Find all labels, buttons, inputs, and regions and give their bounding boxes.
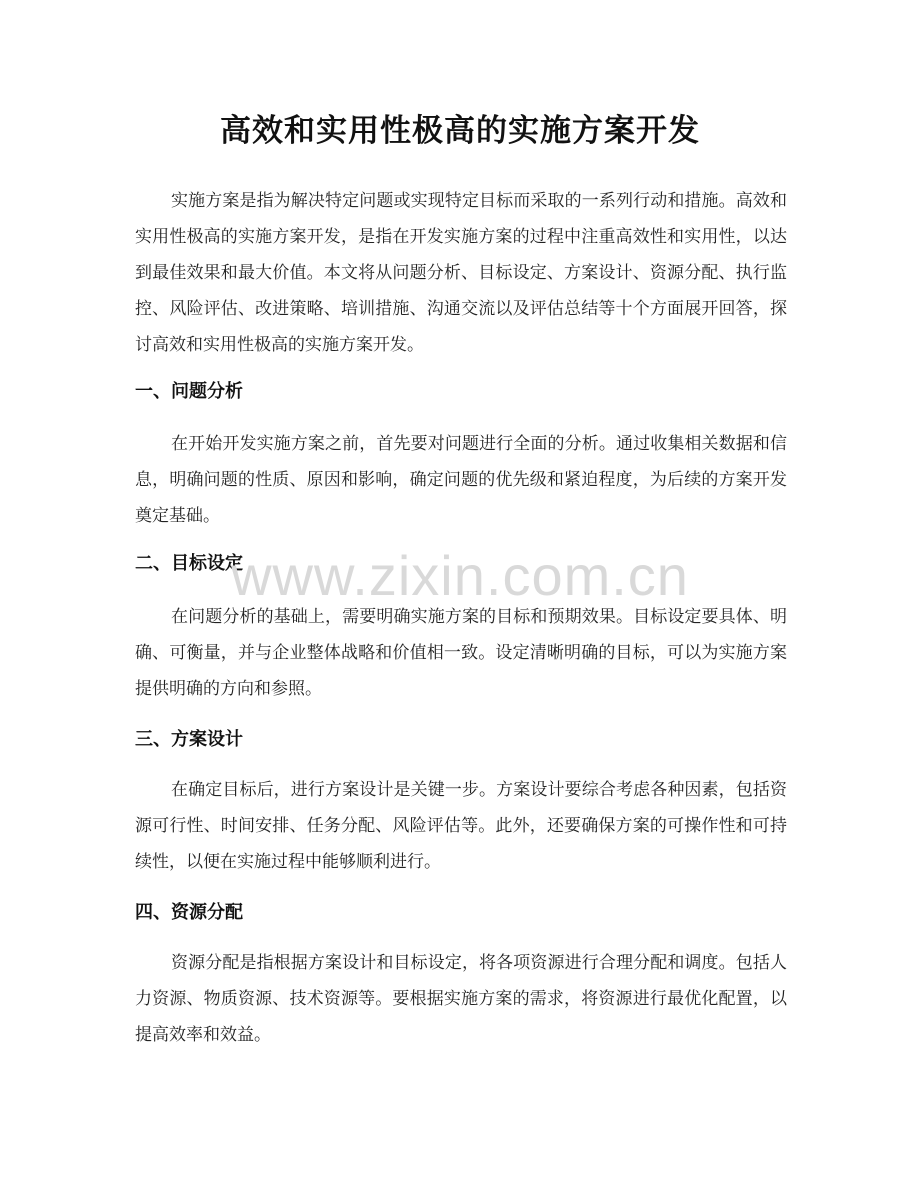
document-title: 高效和实用性极高的实施方案开发 bbox=[220, 113, 700, 149]
intro-paragraph: 实施方案是指为解决特定问题或实现特定目标而采取的一系列行动和措施。高效和实用性极高的实施方案开发，是指在开发实施方案的过程中注重高效性和实用性，以达到最佳效果和最大价值。本文将从问题分析、目标设定、方案设计、资源分配、执行监控、风险评估、改进策略、培训措施、沟通交流以及评估总结等十个方面展开回答，探讨高效和实用性极高的实施方案开发。 bbox=[135, 191, 787, 355]
section-heading-resource-allocation: 四、资源分配 bbox=[135, 902, 243, 923]
section-body-problem-analysis: 在开始开发实施方案之前，首先要对问题进行全面的分析。通过收集相关数据和信息，明确问题的性质、原因和影响，确定问题的优先级和紧迫程度，为后续的方案开发奠定基础。 bbox=[135, 434, 787, 526]
watermark: www.zixin.com.cn bbox=[231, 544, 689, 607]
section-body-resource-allocation: 资源分配是指根据方案设计和目标设定，将各项资源进行合理分配和调度。包括人力资源、物质资源、技术资源等。要根据实施方案的需求，将资源进行最优化配置，以提高效率和效益。 bbox=[135, 953, 787, 1045]
section-body-plan-design: 在确定目标后，进行方案设计是关键一步。方案设计要综合考虑各种因素，包括资源可行性、时间安排、任务分配、风险评估等。此外，还要确保方案的可操作性和可持续性，以便在实施过程中能够顺利进行。 bbox=[135, 780, 787, 872]
section-heading-plan-design: 三、方案设计 bbox=[135, 729, 243, 750]
section-heading-goal-setting: 二、目标设定 bbox=[135, 553, 243, 574]
section-heading-problem-analysis: 一、问题分析 bbox=[135, 381, 243, 402]
section-body-goal-setting: 在问题分析的基础上，需要明确实施方案的目标和预期效果。目标设定要具体、明确、可衡量，并与企业整体战略和价值相一致。设定清晰明确的目标，可以为实施方案提供明确的方向和参照。 bbox=[135, 607, 787, 699]
